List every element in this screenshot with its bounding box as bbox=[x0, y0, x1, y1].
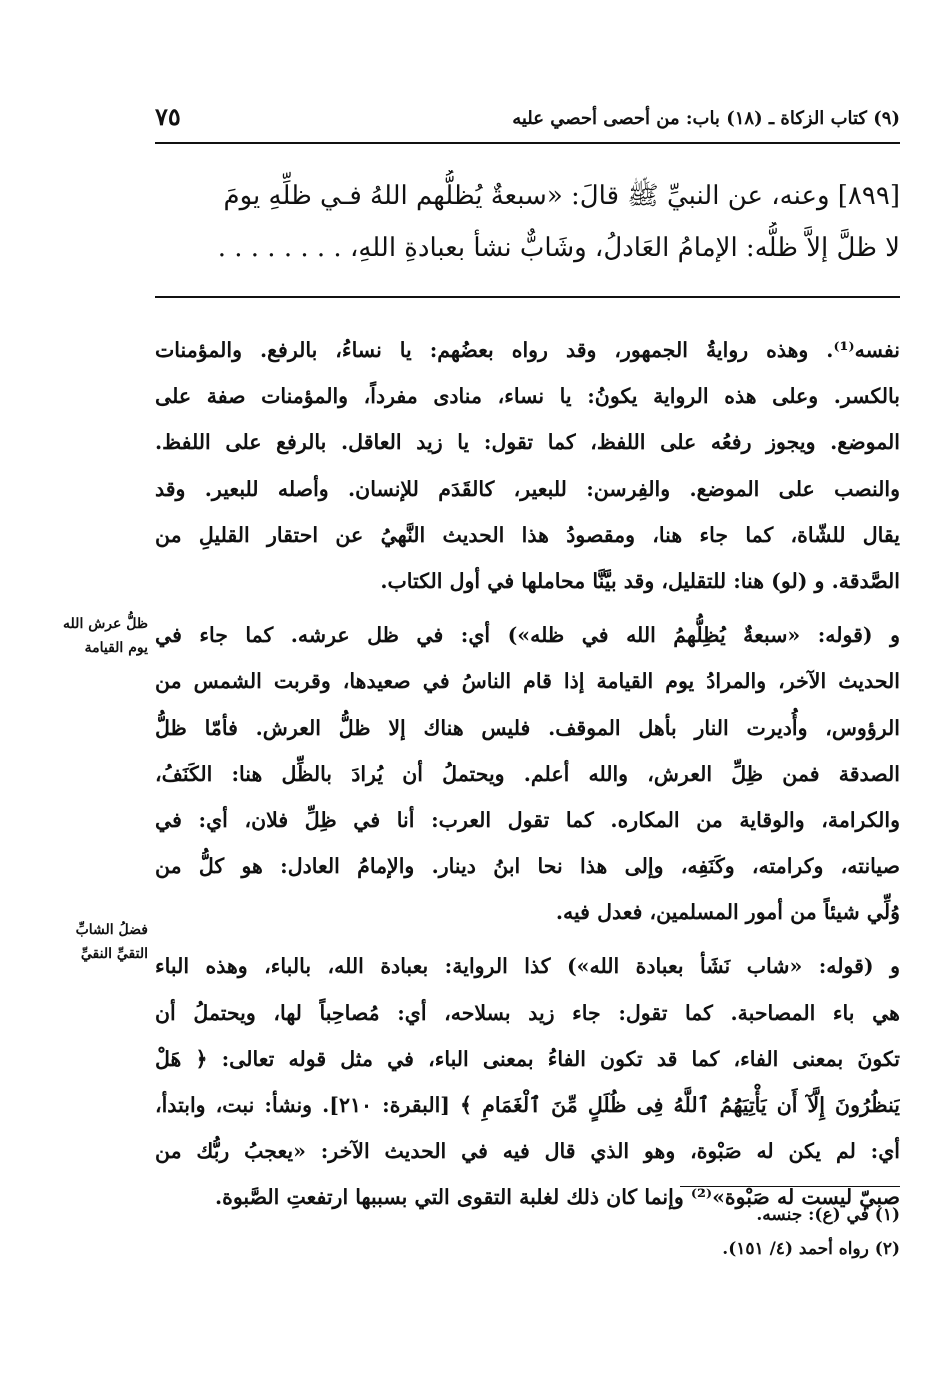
text-line: الصَّدقة. و (لو) هنا: للتقليل، وقد بيَّنَّا محاملها في أول الكتاب. bbox=[380, 568, 900, 593]
hadith-line: لا ظلَّ إلاَّ ظلُّه: الإمامُ العَادلُ، وشَابٌّ نشأ بعبادةِ اللهِ، . . . . . . . . bbox=[217, 233, 900, 263]
text-line: والنصب على الموضع. والفِرسن: للبعير، كالقَدَم للإنسان. وأصله للبعير. وقد bbox=[155, 476, 900, 501]
commentary-paragraph bbox=[155, 327, 900, 604]
text-line: الحديث الآخر، والمرادُ يوم القيامة إذا قام الناسُ في صعيدها، وقربت الشمس من bbox=[155, 669, 900, 694]
hadith-line: [٨٩٩] وعنه، عن النبيِّ ﷺ قالَ: «سبعةٌ يُظلُّهم اللهُ فـي ظلِّهِ يومَ bbox=[223, 181, 900, 211]
margin-note-line: ظلُّ عرش الله bbox=[63, 616, 148, 632]
page-header bbox=[155, 100, 900, 144]
text-line: والكرامة، والوقاية من المكاره. كما تقول العرب: أنا في ظِلِّ فلان، أي: في bbox=[155, 807, 900, 832]
text-line: الموضع. ويجوز رفعُه على اللفظ، كما تقول: يا زيد العاقل. بالرفع على اللفظ. bbox=[155, 430, 900, 455]
text-line: الصدقة فمن ظِلِّ العرش، والله أعلم. ويحتملُ أن يُرادَ بالظِّل هنا: الكَنَفُ، bbox=[155, 761, 900, 786]
header-rule bbox=[155, 142, 900, 144]
footnote: (٢) رواه أحمد (٤/ ١٥١). bbox=[722, 1239, 900, 1259]
text-line: صبيّ ليست له صَبْوة»⁽²⁾ وإنما كان ذلك لغلبة التقوى التي بسببها ارتفعتِ الصَّبوة. bbox=[214, 1185, 900, 1210]
margin-note-line: فضلُ الشابِّ bbox=[75, 922, 148, 938]
footnotes bbox=[722, 1198, 900, 1266]
commentary-paragraph bbox=[155, 612, 900, 935]
text-line: تكونَ بمعنى الفاء، كما قد تكون الفاءُ بمعنى الباء، في مثل قوله تعالى: ﴿ هَلْ bbox=[155, 1046, 900, 1071]
section-divider bbox=[155, 296, 900, 298]
margin-note-line: يوم القيامة bbox=[84, 640, 148, 656]
commentary-paragraph bbox=[155, 943, 900, 1220]
text-line: هي باء المصاحبة. كما تقول: جاء زيد بسلاحه، أي: مُصاحِباً لها، ويحتملُ أن bbox=[155, 1000, 900, 1025]
margin-note bbox=[8, 612, 148, 660]
text-line: يَنظُرُونَ إِلَّآ أَن يَأْتِيَهُمُ ٱللَّهُ فِى ظُلَلٍ مِّنَ ٱلْغَمَامِ ﴾ [البقرة: ٢١٠]. ونشأ: نبت، وابتدأ، bbox=[155, 1093, 900, 1117]
text-line: وُلِّي شيئاً من أمور المسلمين، فعدل فيه. bbox=[555, 900, 900, 925]
commentary bbox=[155, 327, 900, 1229]
margin-note-line: التقيِّ النقيِّ bbox=[80, 946, 148, 962]
text-line: و (قوله: «سبعةٌ يُظِلُّهمُ الله في ظله») أي: في ظل عرشه. كما جاء في bbox=[155, 623, 900, 648]
running-title: (٩) كتاب الزكاة ـ (١٨) باب: من أحصى أحصي عليه bbox=[512, 108, 900, 129]
text-line: نفسه⁽¹⁾. وهذه روايةُ الجمهور، وقد رواه بعضُهم: يا نساءُ، بالرفع. والمؤمنات bbox=[155, 338, 900, 362]
footnote: (١) في (ع): جنسه. bbox=[756, 1205, 900, 1225]
text-line: أي: لم يكن له صَبْوة، وهو الذي قال فيه في الحديث الآخر: «يعجبُ ربُّك من bbox=[155, 1139, 900, 1164]
hadith-text bbox=[155, 170, 900, 274]
margin-note bbox=[8, 918, 148, 966]
text-line: و (قوله: «شاب نَشَأ بعبادة الله») كذا الرواية: بعبادة الله، بالباء، وهذه الباء bbox=[155, 954, 900, 979]
text-line: يقال للشّاة، كما جاء هنا، ومقصودُ هذا الحديث النَّهيُ عن احتقار القليلِ من bbox=[155, 522, 900, 547]
text-line: صيانته، وكرامته، وكَنَفِه، وإلى هذا نحا ابنُ دينار. والإمامُ العادل: هو كلُّ من bbox=[155, 854, 900, 879]
footnote-rule bbox=[680, 1186, 900, 1187]
page-number: ٧٥ bbox=[155, 102, 181, 131]
text-line: الرؤوس، وأُديرت النار بأهل الموقف. فليس هناك إلا ظلُّ العرش. فأمّا ظلُّ bbox=[155, 715, 900, 740]
text-line: بالكسر. وعلى هذه الرواية يكونُ: يا نساء، منادى مفرداً، والمؤمنات صفة على bbox=[155, 384, 900, 409]
